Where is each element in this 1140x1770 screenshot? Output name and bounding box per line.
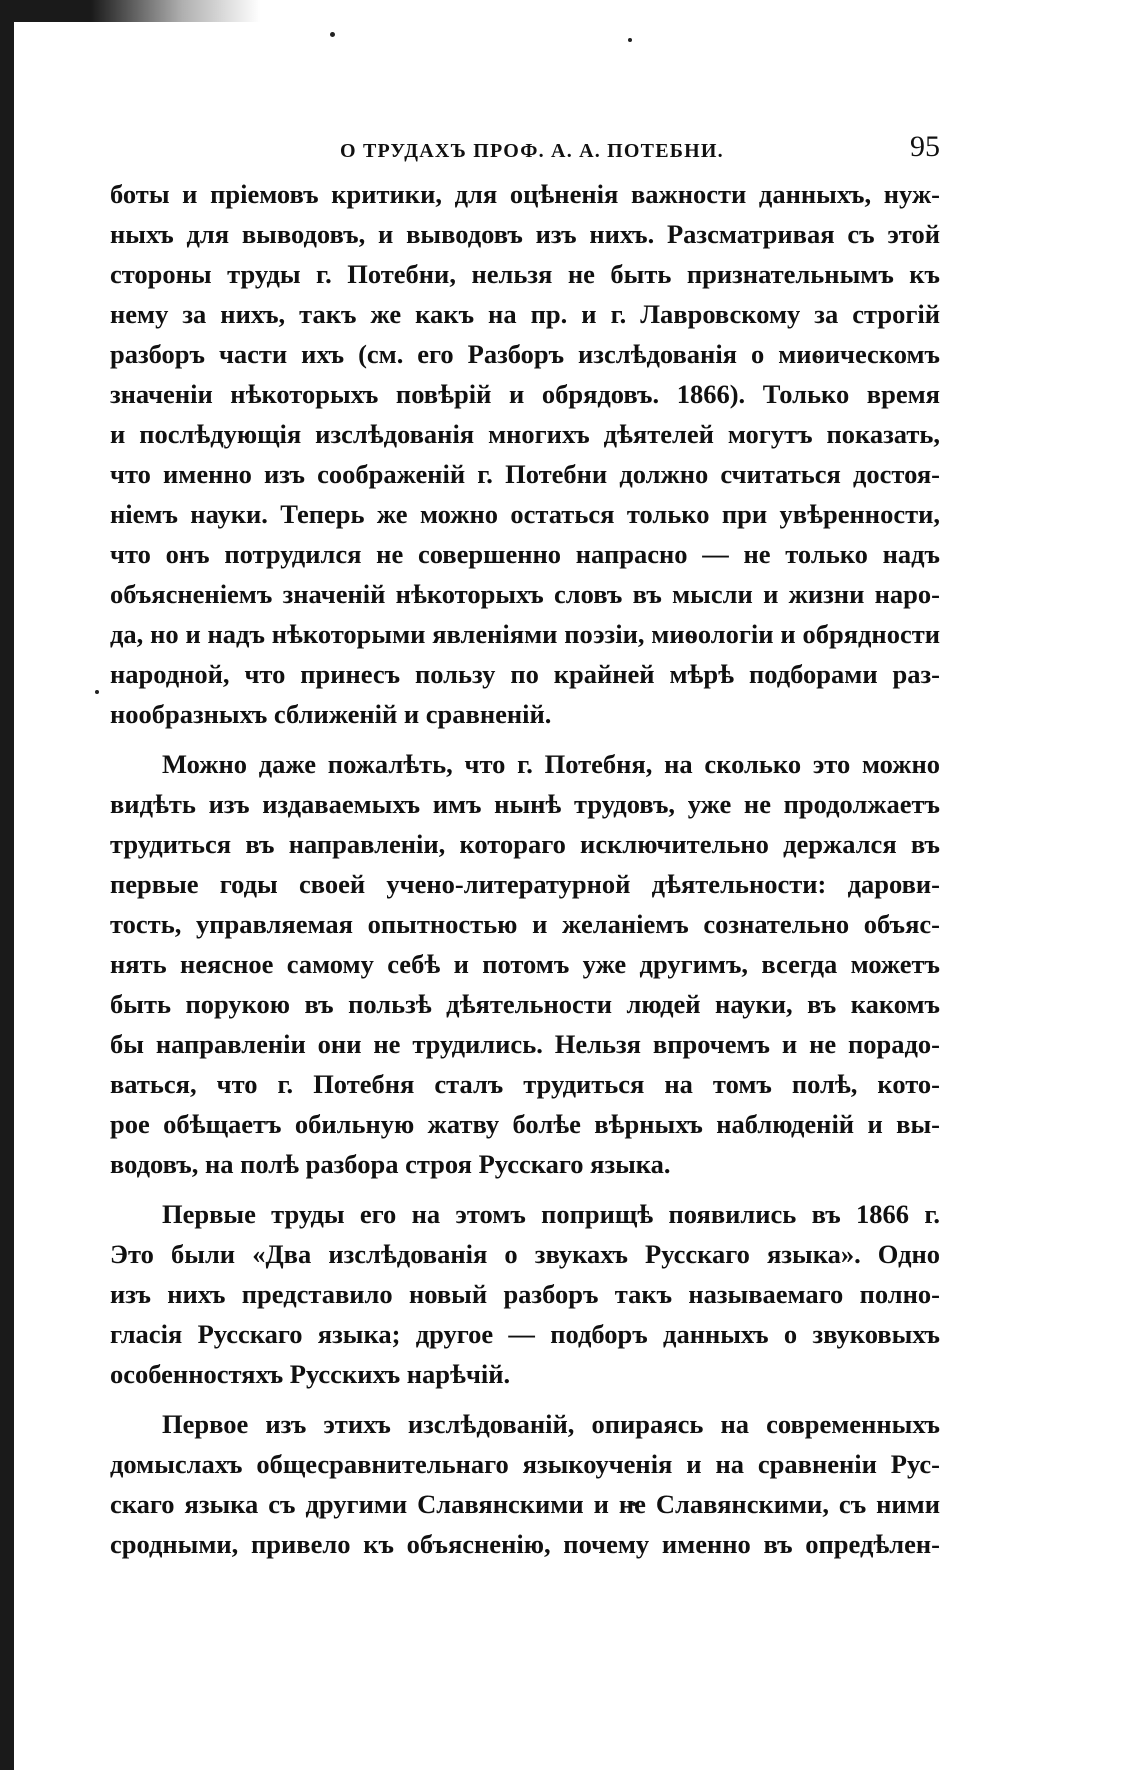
scan-left-edge [0,0,14,1770]
text-line: стороны труды г. Потебни, нельзя не быть признательнымъ къ [110,259,940,289]
running-title: О ТРУДАХЪ ПРОФ. А. А. ПОТЕБНИ. [340,140,724,162]
text-line: что именно изъ соображеній г. Потебни должно считаться достоя- [110,459,940,489]
text-line: значеніи нѣкоторыхъ повѣрій и обрядовъ. 1866). Только время [110,379,940,409]
text-line: Можно даже пожалѣть, что г. Потебня, на сколько это можно [162,749,940,779]
text-line: нообразныхъ сближеній и сравненій. [110,699,552,729]
scan-top-edge [0,0,260,22]
text-line: бы направленіи они не трудились. Нельзя впрочемъ и не порадо- [110,1029,940,1059]
text-line: трудиться въ направленіи, котораго исключительно держался въ [110,829,940,859]
paragraph-4 [110,1404,940,1564]
text-line: что онъ потрудился не совершенно напрасно — не только надъ [110,539,940,569]
text-line: Первое изъ этихъ изслѣдованій, опираясь на современныхъ [162,1409,940,1439]
text-line: ныхъ для выводовъ, и выводовъ изъ нихъ. Разсматривая съ этой [110,219,940,249]
paragraph-3 [110,1194,940,1394]
text-line: скаго языка съ другими Славянскими и не Славянскими, съ ними [110,1489,940,1519]
text-line: Первые труды его на этомъ поприщѣ появились въ 1866 г. [162,1199,940,1229]
book-page [110,130,940,1574]
text-line: домыслахъ общесравнительнаго языкоученія и на сравненіи Рус- [110,1449,940,1479]
text-line: рое обѣщаетъ обильную жатву болѣе вѣрныхъ наблюденій и вы- [110,1109,940,1139]
text-line: боты и пріемовъ критики, для оцѣненія важности данныхъ, нуж- [110,179,940,209]
scan-speck [330,32,335,37]
text-line: первые годы своей учено-литературной дѣятельности: дарови- [110,869,940,899]
text-line: да, но и надъ нѣкоторыми явленіями поэзіи, миѳологіи и обрядности [110,619,940,649]
text-line: Это были «Два изслѣдованія о звукахъ Русскаго языка». Одно [110,1239,940,1269]
paragraph-2 [110,744,940,1184]
text-line: нему за нихъ, такъ же какъ на пр. и г. Лавровскому за строгій [110,299,940,329]
text-line: сродными, привело къ объясненію, почему именно въ опредѣлен- [110,1529,940,1559]
text-line: особенностяхъ Русскихъ нарѣчій. [110,1359,511,1389]
running-head [110,130,940,174]
text-line: тость, управляемая опытностью и желаніемъ сознательно объяс- [110,909,940,939]
text-line: изъ нихъ представило новый разборъ такъ называемаго полно- [110,1279,940,1309]
text-line: нять неясное самому себѣ и потомъ уже другимъ, всегда можетъ [110,949,940,979]
text-line: видѣть изъ издаваемыхъ имъ нынѣ трудовъ, уже не продолжаетъ [110,789,940,819]
scan-speck [628,38,632,42]
text-line: гласія Русскаго языка; другое — подборъ данныхъ о звуковыхъ [110,1319,940,1349]
text-line: объясненіемъ значеній нѣкоторыхъ словъ въ мысли и жизни наро- [110,579,940,609]
text-line: народной, что принесъ пользу по крайней мѣрѣ подборами раз- [110,659,940,689]
scan-speck [95,690,99,694]
text-line: и послѣдующія изслѣдованія многихъ дѣятелей могутъ показать, [110,419,940,449]
text-line: ніемъ науки. Теперь же можно остаться только при увѣренности, [110,499,940,529]
text-line: разборъ части ихъ (см. его Разборъ изслѣдованія о миѳическомъ [110,339,940,369]
text-line: быть порукою въ пользѣ дѣятельности людей науки, въ какомъ [110,989,940,1019]
text-line: водовъ, на полѣ разбора строя Русскаго языка. [110,1149,671,1179]
paragraph-1 [110,174,940,734]
page-number: 95 [910,130,940,163]
text-line: ваться, что г. Потебня сталъ трудиться на томъ полѣ, кото- [110,1069,940,1099]
